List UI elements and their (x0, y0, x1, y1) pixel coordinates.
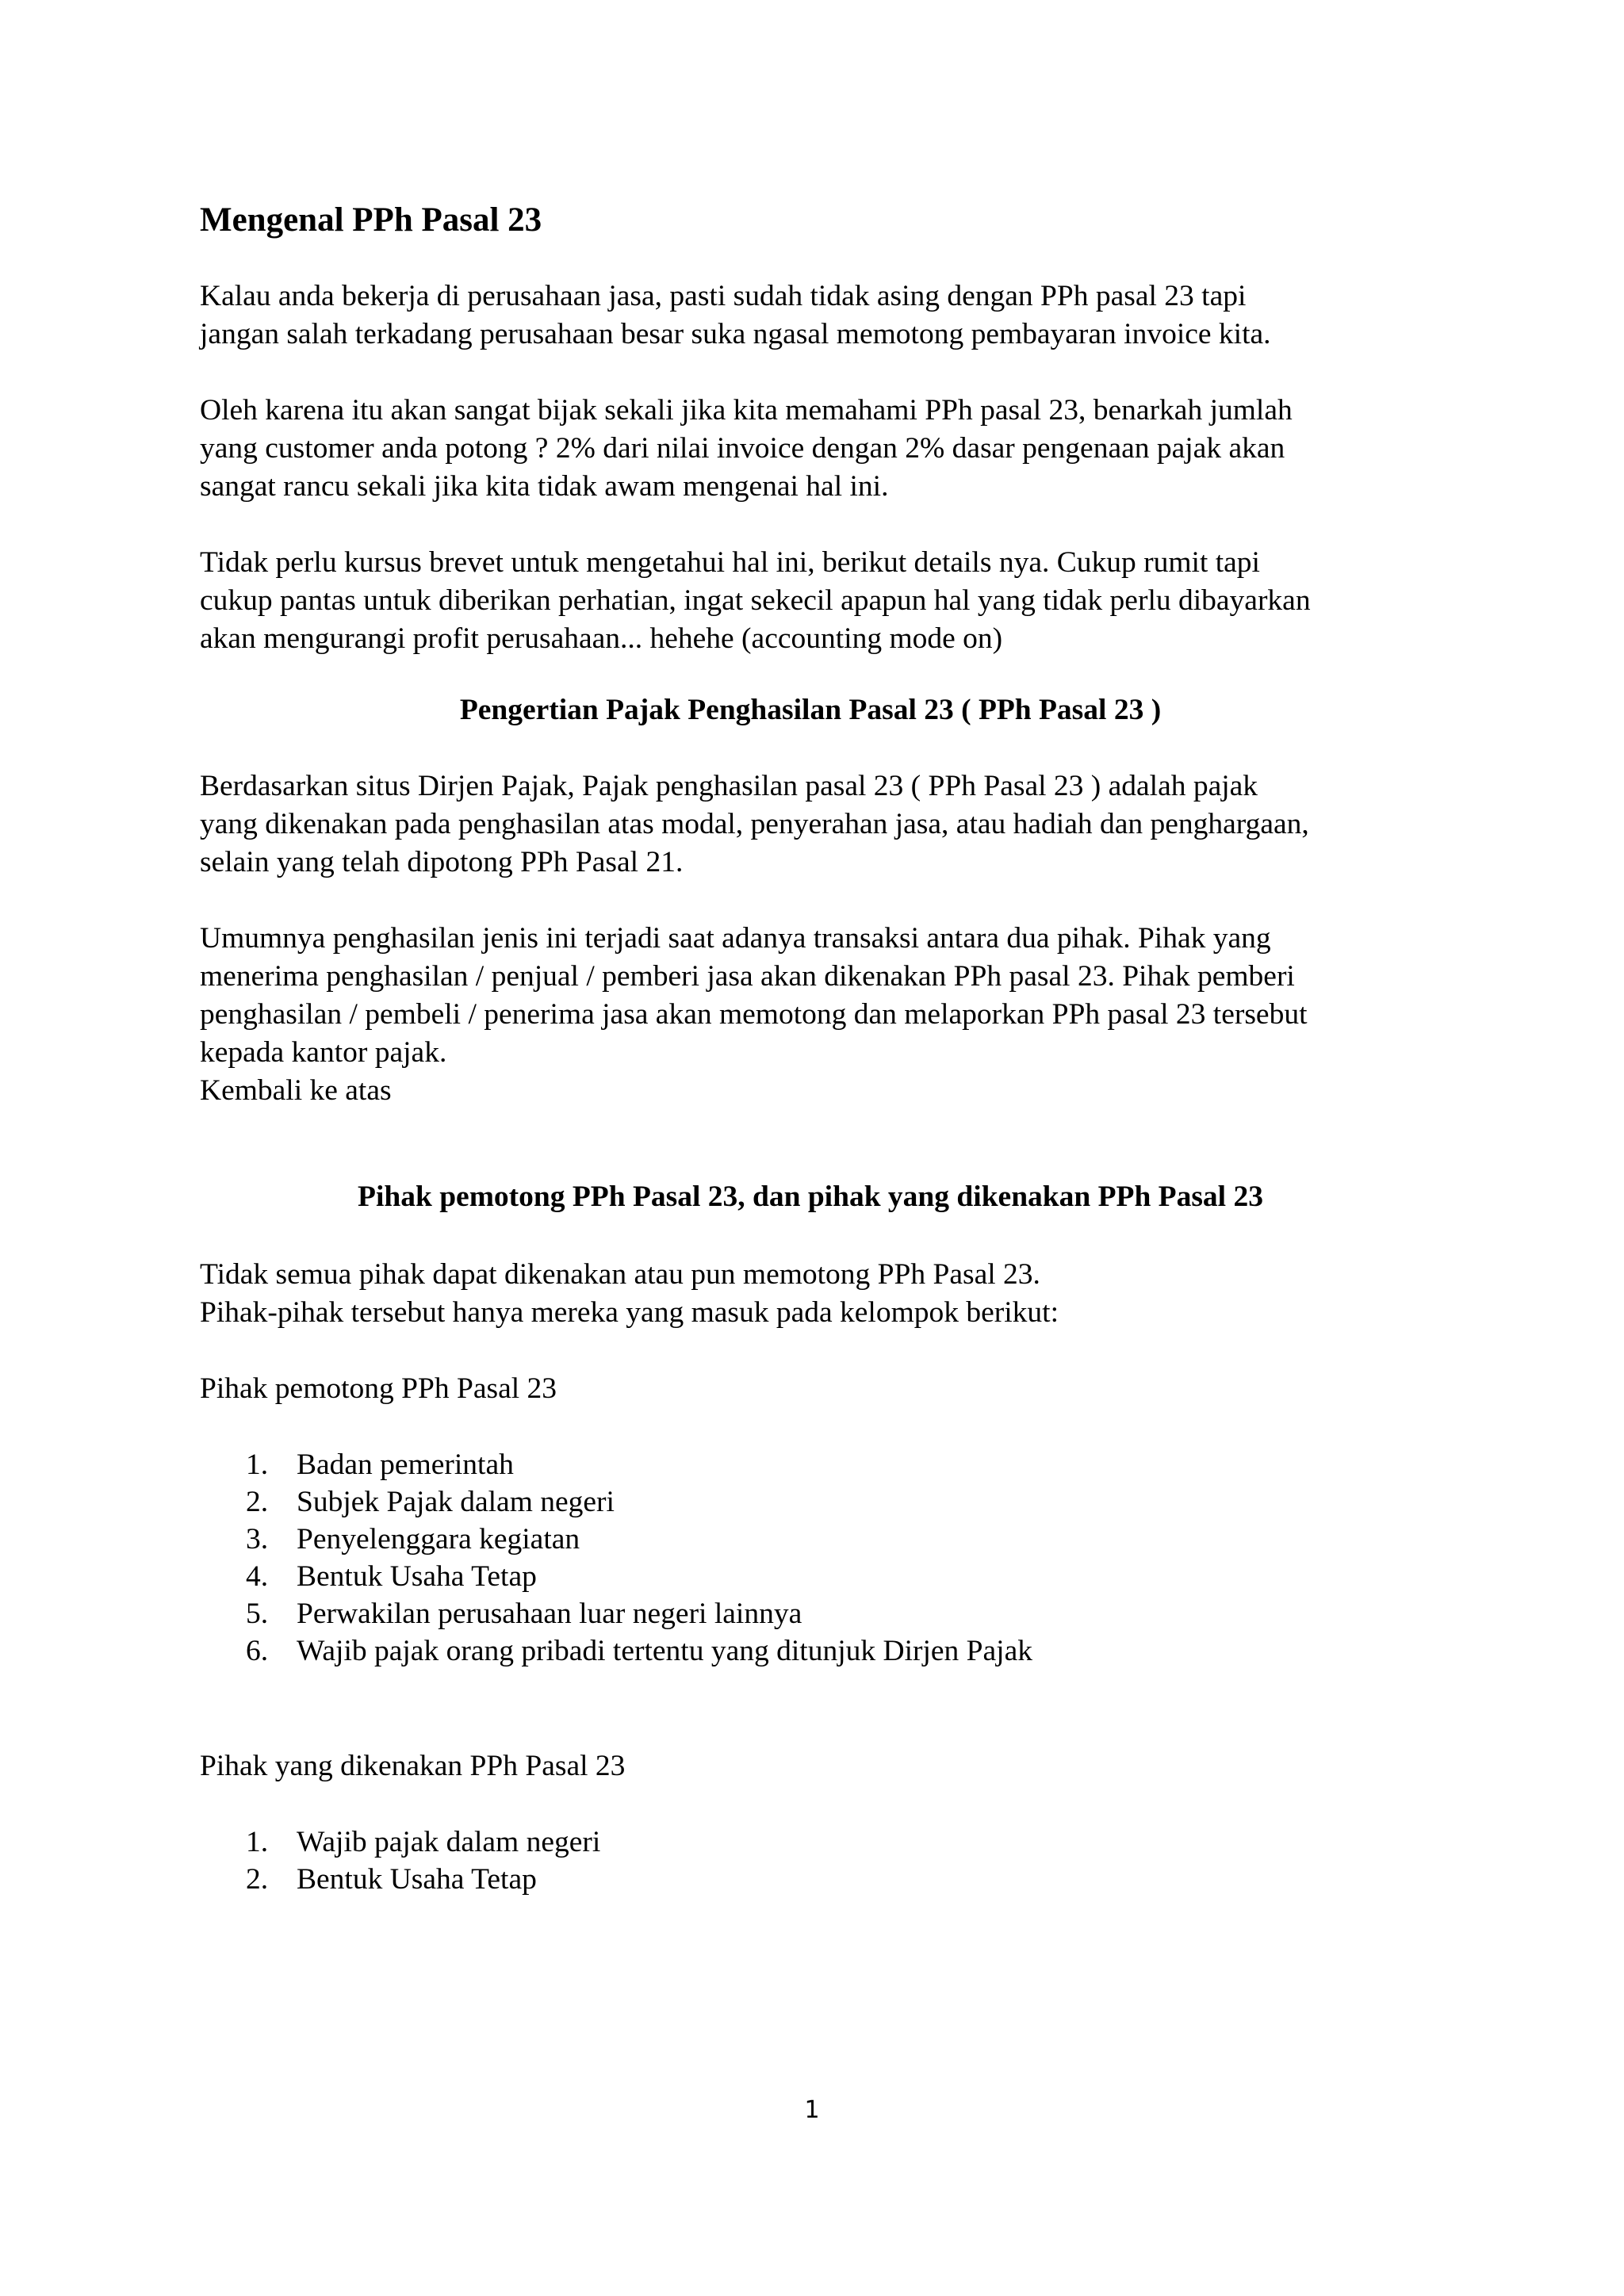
list-item (246, 1521, 1032, 1558)
list-number: 5. (246, 1598, 269, 1630)
list-number: 2. (246, 1863, 269, 1896)
list-item (246, 1483, 1032, 1521)
section1-paragraph-1 (200, 767, 1309, 882)
section-heading-pihak: Pihak pemotong PPh Pasal 23, dan pihak yang dikenakan PPh Pasal 23 (358, 1181, 1263, 1213)
section2-intro (200, 1256, 1059, 1332)
list-item-text: Perwakilan perusahaan luar negeri lainnya (297, 1598, 802, 1630)
page-number: 1 (804, 2096, 820, 2124)
list-number: 3. (246, 1523, 269, 1556)
list-item (246, 1632, 1032, 1670)
list-number: 1. (246, 1448, 269, 1481)
paragraph-line: Berdasarkan situs Dirjen Pajak, Pajak penghasilan pasal 23 ( PPh Pasal 23 ) adalah pajak (200, 770, 1258, 802)
section-heading-pengertian: Pengertian Pajak Penghasilan Pasal 23 ( PPh Pasal 23 ) (459, 694, 1162, 726)
paragraph-line: penghasilan / pembeli / penerima jasa akan memotong dan melaporkan PPh pasal 23 tersebut (200, 998, 1308, 1031)
pemotong-label: Pihak pemotong PPh Pasal 23 (200, 1372, 557, 1405)
list-number: 6. (246, 1635, 269, 1667)
list-item-text: Penyelenggara kegiatan (297, 1523, 580, 1556)
paragraph-line: Tidak perlu kursus brevet untuk mengetahui hal ini, berikut details nya. Cukup rumit tapi (200, 546, 1260, 579)
intro-paragraph-3 (200, 544, 1311, 658)
list-item-text: Bentuk Usaha Tetap (297, 1560, 537, 1593)
back-to-top-link[interactable]: Kembali ke atas (200, 1074, 392, 1107)
list-item-text: Wajib pajak orang pribadi tertentu yang ditunjuk Dirjen Pajak (297, 1635, 1032, 1667)
paragraph-line: Kalau anda bekerja di perusahaan jasa, pasti sudah tidak asing dengan PPh pasal 23 tapi (200, 280, 1247, 312)
paragraph-line: Oleh karena itu akan sangat bijak sekali jika kita memahami PPh pasal 23, benarkah jumlah (200, 394, 1293, 427)
paragraph-line: yang customer anda potong ? 2% dari nilai invoice dengan 2% dasar pengenaan pajak akan (200, 432, 1285, 465)
list-number: 2. (246, 1486, 269, 1518)
list-item (246, 1595, 1032, 1632)
list-item (246, 1446, 1032, 1483)
list-item (246, 1861, 600, 1898)
paragraph-line: akan mengurangi profit perusahaan... hehehe (accounting mode on) (200, 622, 1003, 655)
dikenakan-list (246, 1823, 600, 1898)
document-title: Mengenal PPh Pasal 23 (200, 201, 542, 239)
dikenakan-label: Pihak yang dikenakan PPh Pasal 23 (200, 1750, 626, 1782)
paragraph-line: selain yang telah dipotong PPh Pasal 21. (200, 846, 684, 878)
list-item-text: Badan pemerintah (297, 1448, 514, 1481)
paragraph-line: Umumnya penghasilan jenis ini terjadi saat adanya transaksi antara dua pihak. Pihak yang (200, 922, 1271, 955)
paragraph-line: Tidak semua pihak dapat dikenakan atau pun memotong PPh Pasal 23. (200, 1258, 1040, 1291)
list-item-text: Subjek Pajak dalam negeri (297, 1486, 615, 1518)
intro-paragraph-2 (200, 392, 1293, 506)
list-number: 4. (246, 1560, 269, 1593)
intro-paragraph-1 (200, 277, 1271, 354)
paragraph-line: kepada kantor pajak. (200, 1036, 447, 1069)
paragraph-line: sangat rancu sekali jika kita tidak awam mengenai hal ini. (200, 470, 889, 503)
paragraph-line: menerima penghasilan / penjual / pemberi jasa akan dikenakan PPh pasal 23. Pihak pemberi (200, 960, 1295, 993)
section1-paragraph-2 (200, 920, 1308, 1110)
paragraph-line: yang dikenakan pada penghasilan atas modal, penyerahan jasa, atau hadiah dan penghargaan, (200, 808, 1309, 840)
list-number: 1. (246, 1826, 269, 1858)
list-item-text: Wajib pajak dalam negeri (297, 1826, 601, 1858)
paragraph-line: jangan salah terkadang perusahaan besar suka ngasal memotong pembayaran invoice kita. (200, 318, 1271, 350)
list-item-text: Bentuk Usaha Tetap (297, 1863, 537, 1896)
pemotong-list (246, 1446, 1032, 1670)
list-item (246, 1823, 600, 1861)
list-item (246, 1558, 1032, 1595)
paragraph-line: Pihak-pihak tersebut hanya mereka yang masuk pada kelompok berikut: (200, 1296, 1059, 1329)
paragraph-line: cukup pantas untuk diberikan perhatian, ingat sekecil apapun hal yang tidak perlu dibayarkan (200, 584, 1311, 617)
